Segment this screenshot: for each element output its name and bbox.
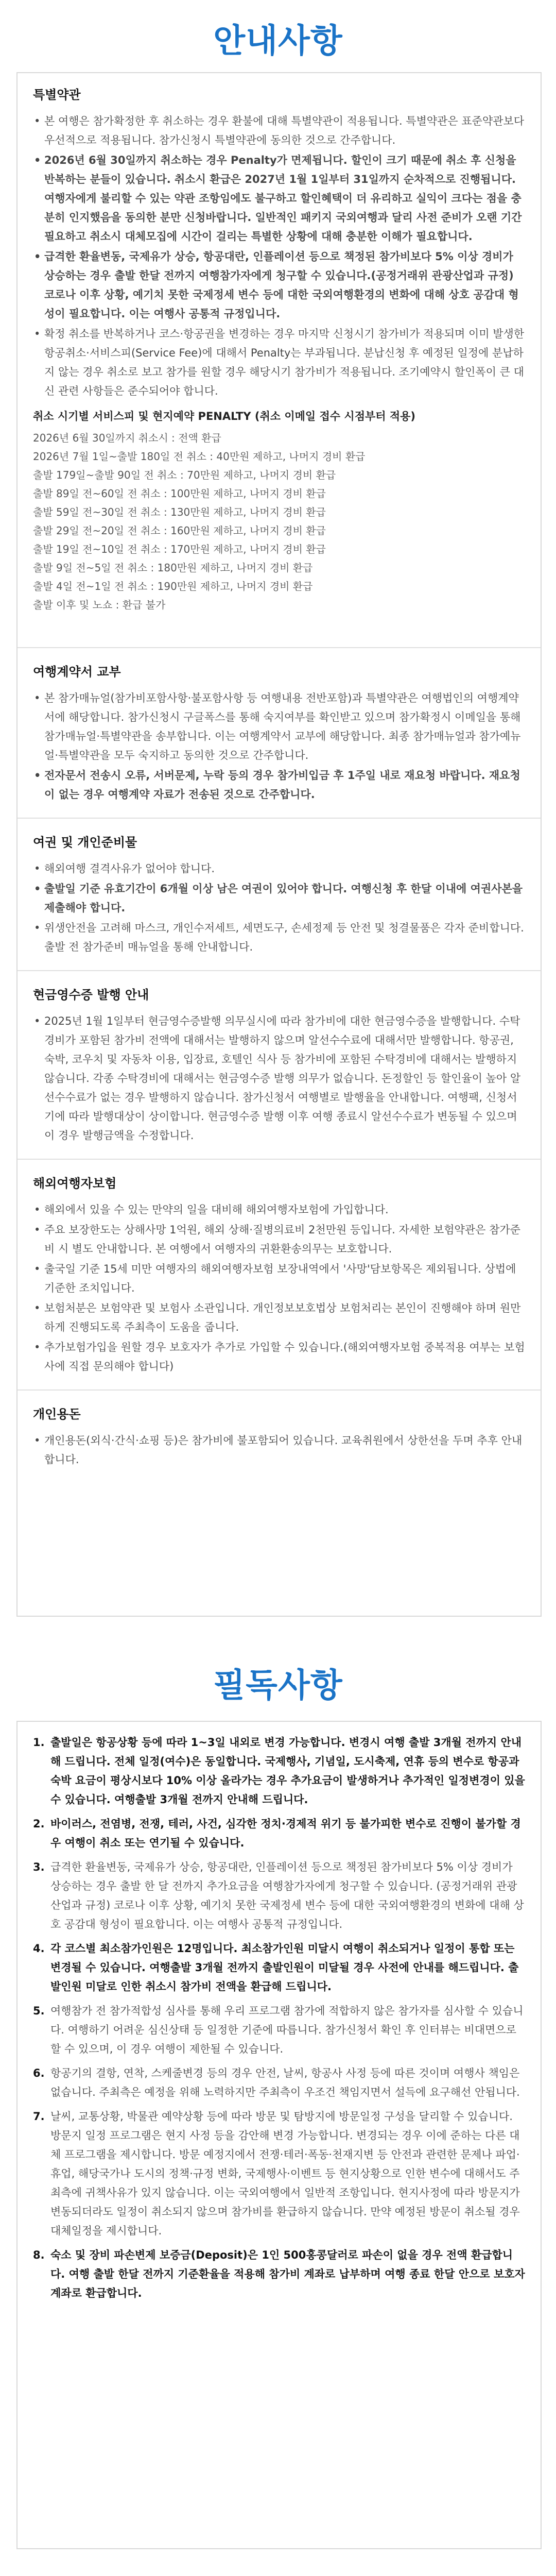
table-row: 출발 89일 전~60일 전 취소 : 100만원 제하고, 나머지 경비 환급 — [33, 487, 326, 500]
item-text: 바이러스, 전염병, 전쟁, 테러, 사건, 심각한 정치·경제적 위기 등 불가피한 변수로 진행이 불가할 경우 여행이 취소 또는 연기될 수 있습니다. — [50, 1818, 521, 1849]
table-row: 2026년 6월 30일까지 취소시 : 전액 환급 — [33, 432, 221, 444]
insurance-list — [33, 1200, 525, 1376]
notice-title: 안내사항 — [213, 22, 343, 60]
passport-section — [33, 832, 525, 957]
list-item: • 본 참가매뉴얼(참가비포함사항·불포함사항 등 여행내용 전반포함)과 특별약관은 여행법인의 여행계약서에 해당합니다. 참가신청시 구글폭스를 통해 숙지여부를 확인받고 있으며 참가확정시 이메일을 통해 참가매뉴얼·특별약관을 송부합니다. 이는 여행계약서 교부에 해당합니다. 최종 참가매뉴얼과 참가예뉴얼·특별약관을 모두 숙지하고 동의한 것으로 간주합니다. — [33, 689, 525, 765]
special-terms-section — [33, 84, 525, 614]
personal-section — [33, 1404, 525, 1469]
list-item: • 출발일 기준 유효기간이 6개월 이상 남은 여권이 있어야 합니다. 여행신청 후 한달 이내에 여권사본을 제출해야 합니다. — [33, 879, 525, 918]
table-row: 출발 9일 전~5일 전 취소 : 180만원 제하고, 나머지 경비 환급 — [33, 562, 313, 574]
table-row: 출발 29일 전~20일 전 취소 : 160만원 제하고, 나머지 경비 환급 — [33, 524, 326, 537]
musts-title: 필독사항 — [213, 1667, 343, 1705]
list-item — [33, 2107, 525, 2241]
receipt-list — [33, 1012, 525, 1145]
insurance-section — [33, 1173, 525, 1376]
list-item — [33, 2064, 525, 2102]
receipt-section — [33, 985, 525, 1145]
list-item: • 전자문서 전송시 오류, 서버문제, 누락 등의 경우 참가비입금 후 1주일 내로 재요청 바랍니다. 재요청이 없는 경우 여행계약 자료가 전송된 것으로 간주합니다. — [33, 766, 525, 804]
item-number: 8. — [33, 2249, 45, 2261]
table-row: 출발 이후 및 노쇼 : 환급 불가 — [33, 599, 166, 611]
list-item: • 출국일 기준 15세 미만 여행자의 해외여행자보험 보장내역에서 '사망'담보항목은 제외됩니다. 상법에 기준한 조치입니다. — [33, 1260, 525, 1298]
documents-section — [33, 662, 525, 804]
item-text: 항공기의 결항, 연착, 스케줄변경 등의 경우 안전, 날씨, 항공사 사정 등에 따른 것이며 여행사 책임은 없습니다. 주최측은 예정을 위해 노력하지만 주최측이 우조건 책임지면서 설득에 요구해선 안됩니다. — [50, 2067, 520, 2098]
item-text: 숙소 및 장비 파손변제 보증금(Deposit)은 1인 500홍콩달러로 파손이 없을 경우 전액 환급합니다. 여행 출발 한달 전까지 기준환율을 적용해 참가비 계좌로 납부하며 여행 종료 한달 안으로 보호자 계좌로 환급합니다. — [50, 2249, 525, 2299]
list-item — [33, 1733, 525, 1809]
penalty-table-title: 취소 시기별 서비스피 및 현지예약 PENALTY (취소 이메일 접수 시점부터 적용) — [33, 410, 416, 422]
personal-heading: 개인용돈 — [33, 1407, 81, 1421]
list-item — [33, 1858, 525, 1934]
item-number: 7. — [33, 2110, 45, 2123]
insurance-heading: 해외여행자보험 — [33, 1176, 117, 1191]
special-terms-list — [33, 112, 525, 401]
list-item: • 급격한 환율변동, 국제유가 상승, 항공대란, 인플레이션 등으로 책정된 참가비보다 5% 이상 경비가 상승하는 경우 출발 한달 전까지 여행참가자에게 청구할 수 있습니다.(공정거래위 관광산업과 규정) 코로나 이후 상황, 예기치 못한 국제정세 변수 등에 대한 국외여행환경의 변화에 대해 상호 공감대 형성이 필요합니다. 이는 여행사 공통적 규정입니다. — [33, 247, 525, 324]
list-item — [33, 1815, 525, 1853]
table-row: 출발 179일~출발 90일 전 취소 : 70만원 제하고, 나머지 경비 환급 — [33, 469, 336, 481]
item-number: 1. — [33, 1736, 45, 1749]
list-item — [33, 2246, 525, 2303]
notice-box — [16, 72, 542, 1617]
passport-heading: 여권 및 개인준비물 — [33, 835, 137, 850]
table-row: 출발 19일 전~10일 전 취소 : 170만원 제하고, 나머지 경비 환급 — [33, 543, 326, 555]
list-item: • 위생안전을 고려해 마스크, 개인수저세트, 세면도구, 손세정제 등 안전 및 청결물품은 각자 준비합니다. 출발 전 참가준비 매뉴얼을 통해 안내합니다. — [33, 919, 525, 957]
list-item: • 해외에서 있을 수 있는 만약의 일을 대비해 해외여행자보험에 가입합니다. — [33, 1200, 525, 1219]
list-item — [33, 1939, 525, 1996]
penalty-table — [33, 429, 525, 614]
item-number: 4. — [33, 1942, 45, 1955]
item-number: 6. — [33, 2067, 45, 2079]
item-text: 각 코스별 최소참가인원은 12명입니다. 최소참가인원 미달시 여행이 취소되거나 일정이 통합 또는 변경될 수 있습니다. 여행출발 3개월 전까지 출발인원이 미달될 경우 사전에 안내를 해드립니다. 출발인원 미달로 인한 취소시 참가비 전액을 환급해 드립니다. — [50, 1942, 519, 1993]
item-text: 출발일은 항공상황 등에 따라 1~3일 내외로 변경 가능합니다. 변경시 여행 출발 3개월 전까지 안내해 드립니다. 전체 일정(여수)은 동일합니다. 국제행사, 기념일, 도시축제, 연휴 등의 변수로 항공과 숙박 요금이 평상시보다 10% 이상 올라가는 경우 추가요금이 발생하거나 추가적인 일정변경이 있을 수 있습니다. 여행출발 3개월 전까지 안내해 드립니다. — [50, 1736, 525, 1806]
receipt-heading: 현금영수증 발행 안내 — [33, 988, 149, 1002]
divider — [18, 818, 541, 819]
musts-box — [16, 1721, 542, 2549]
item-text: 날씨, 교통상황, 박물관 예약상황 등에 따라 방문 및 탐방지에 방문일정 구성을 달리할 수 있습니다. 방문지 일정 프로그램은 현지 사정 등을 감안해 변경 가능합니다. 변경되는 경우 이에 준하는 다른 대체 프로그램을 제시합니다. 방문 예정지에서 전쟁·테러·폭동·천재지변 등 안전과 관련한 문제나 파업·휴업, 해당국가나 도시의 정책·규정 변화, 국제행사·이벤트 등 현지상황으로 인한 변수에 대해서도 주최측에 귀책사유가 있지 않습니다. 이는 국외여행에서 일반적 조항입니다. 현지사정에 따라 방문지가 변동되더라도 일정이 취소되지 않으며 참가비를 환급하지 않습니다. 만약 예정된 방문이 취소될 경우 대체일정을 제시합니다. — [50, 2110, 520, 2237]
special-terms-heading: 특별약관 — [33, 88, 81, 102]
list-item: • 추가보험가입을 원할 경우 보호자가 추가로 가입할 수 있습니다.(해외여행자보험 중복적용 여부는 보험사에 직접 문의해야 합니다) — [33, 1338, 525, 1376]
item-number: 2. — [33, 1818, 45, 1830]
divider — [18, 1159, 541, 1160]
list-item: • 해외여행 결격사유가 없어야 합니다. — [33, 859, 525, 878]
musts-list — [33, 1733, 525, 2303]
list-item — [33, 2002, 525, 2059]
item-number: 5. — [33, 2005, 45, 2017]
personal-list — [33, 1431, 525, 1469]
list-item: • 본 여행은 참가확정한 후 취소하는 경우 환불에 대해 특별약관이 적용됩니다. 특별약관은 표준약관보다 우선적으로 적용됩니다. 참가신청시 특별약관에 동의한 것으로 간주합니다. — [33, 112, 525, 150]
list-item: • 주요 보장한도는 상해사망 1억원, 해외 상해·질병의료비 2천만원 등입니다. 자세한 보험약관은 참가준비 시 별도 안내합니다. 본 여행에서 여행자의 귀환환송의무는 보호합니다. — [33, 1221, 525, 1259]
table-row: 출발 4일 전~1일 전 취소 : 190만원 제하고, 나머지 경비 환급 — [33, 580, 313, 592]
divider — [18, 970, 541, 971]
item-text: 급격한 환율변동, 국제유가 상승, 항공대란, 인플레이션 등으로 책정된 참가비보다 5% 이상 경비가 상승하는 경우 출발 한 달 전까지 추가요금을 여행참가자에게 청구할 수 있습니다. (공정거래위 관광산업과 규정) 코로나 이후 상황, 예기치 못한 국제정세 변수 등에 대한 국외여행환경의 변화에 대해 상호 공감대 형성이 필요합니다. 이는 여행사 공통적 규정입니다. — [50, 1861, 524, 1930]
divider — [18, 1389, 541, 1391]
item-number: 3. — [33, 1861, 45, 1873]
documents-heading: 여행계약서 교부 — [33, 665, 121, 679]
list-item: • 개인용돈(외식·간식·쇼핑 등)은 참가비에 불포함되어 있습니다. 교육취원에서 상한선을 두며 추후 안내합니다. — [33, 1431, 525, 1469]
list-item: • 확정 취소를 반복하거나 코스·항공권을 변경하는 경우 마지막 신청시기 참가비가 적용되며 이미 발생한 항공취소·서비스피(Service Fee)에 대해서 Penalty는 부과됩니다. 분납신청 후 예정된 일정에 분납하지 않는 경우 취소로 보고 참가를 원할 경우 해당시기 참가비가 적용됩니다. 조기예약시 할인폭이 큰 대신 관련 사항들은 준수되어야 합니다. — [33, 325, 525, 401]
list-item: • 2025년 1월 1일부터 현금영수증발행 의무실시에 따라 참가비에 대한 현금영수증을 발행합니다. 수탁경비가 포함된 참가비 전액에 대해서는 발행하지 않으며 알선수수료에 대해서만 발행합니다. 항공권, 숙박, 코우치 및 자동차 이용, 입장료, 호텔인 식사 등 참가비에 포함된 수탁경비에 대해서는 발행하지 않습니다. 각종 수탁경비에 대해서는 현금영수증 발행 의무가 없습니다. 돈정할인 등 할인율이 높아 알선수수료가 없는 경우 발행하지 않습니다. 참가신청서 여행별로 발행율을 안내합니다. 여행팩, 신청서기에 따라 발행대상이 상이합니다. 현금영수증 발행 이후 여행 종료시 알선수수료가 변동될 수 있으며 이 경우 발행금액을 수정합니다. — [33, 1012, 525, 1145]
passport-list — [33, 859, 525, 957]
table-row: 출발 59일 전~30일 전 취소 : 130만원 제하고, 나머지 경비 환급 — [33, 506, 326, 518]
list-item: • 보험처분은 보험약관 및 보험사 소관입니다. 개인정보보호법상 보험처리는 본인이 진행해야 하며 원만하게 진행되도록 주최측이 도움을 줍니다. — [33, 1299, 525, 1337]
divider — [18, 647, 541, 648]
list-item: • 2026년 6월 30일까지 취소하는 경우 Penalty가 면제됩니다. 할인이 크기 때문에 취소 후 신청을 반복하는 분들이 있습니다. 취소시 환급은 2027년 1월 1일부터 31일까지 순차적으로 진행됩니다. 여행자에게 불리할 수 있는 약관 조항임에도 불구하고 할인혜택이 더 유리하고 실익이 크다는 점을 충분히 인지했음을 동의한 분만 신청바랍니다. 일반적인 패키지 국외여행과 달리 사전 준비가 오랜 기간 필요하고 취소시 대체모집에 시간이 걸리는 특별한 상황에 대해 충분한 이해가 필요합니다. — [33, 151, 525, 246]
table-row: 2026년 7월 1일~출발 180일 전 취소 : 40만원 제하고, 나머지 경비 환급 — [33, 450, 366, 463]
documents-list — [33, 689, 525, 804]
item-text: 여행참가 전 참가적합성 심사를 통해 우리 프로그램 참가에 적합하지 않은 참가자를 심사할 수 있습니다. 여행하기 어려운 심신상태 등 일정한 기준에 따릅니다. 참가신청서 확인 후 인터뷰는 비대면으로 할 수 있으며, 이 경우 여행이 제한될 수 있습니다. — [50, 2005, 524, 2055]
